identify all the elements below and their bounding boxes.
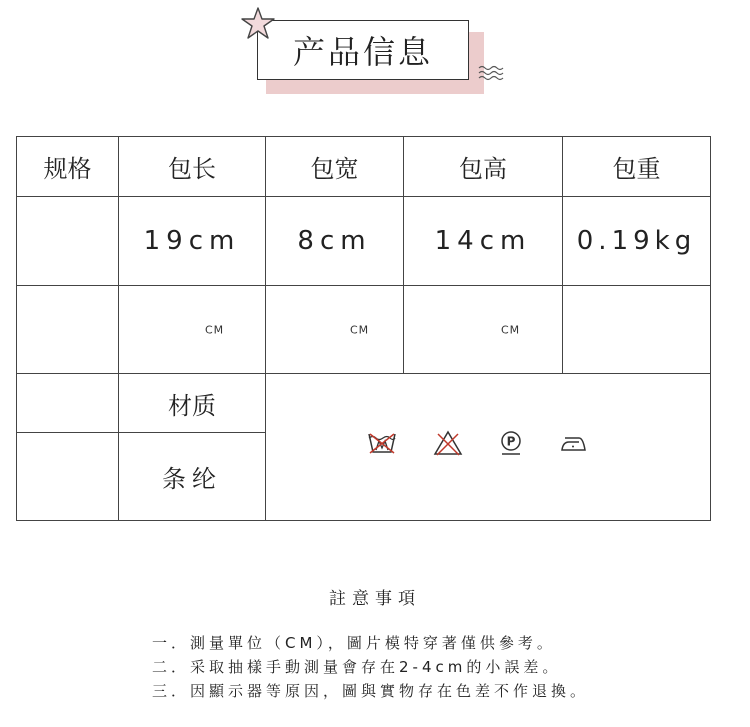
header-spec: 规格 [17,137,119,197]
header-weight: 包重 [563,137,711,197]
table-header-row [17,137,711,197]
material-value: 条纶 [119,433,266,521]
width-unit: CM [350,323,370,336]
note-line-1: 一．測量單位（CM），圖片模特穿著僅供參考。 [152,634,556,652]
care-symbols-cell [266,374,711,521]
material-label: 材质 [119,374,266,433]
header-length: 包长 [119,137,266,197]
iron-icon [559,430,589,456]
dry-clean-p-icon [499,430,523,456]
page-title: 产品信息 [257,20,469,80]
width-unit-cell [266,286,404,374]
svg-text:P: P [506,434,516,449]
header-height: 包高 [404,137,563,197]
table-values-row [17,197,711,286]
star-icon [240,6,276,42]
waves-icon [478,64,504,82]
note-line-3: 三．因顯示器等原因，圖與實物存在色差不作退換。 [152,682,590,700]
length-unit: CM [205,323,225,336]
weight-value: 0.19kg [563,197,711,286]
empty-cell [17,433,119,521]
height-value: 14cm [404,197,563,286]
table-material-row [17,374,711,433]
empty-cell [17,197,119,286]
notes-title: 註意事項 [329,589,421,609]
length-unit-cell [119,286,266,374]
empty-cell [17,374,119,433]
empty-cell [17,286,119,374]
height-unit: CM [501,323,521,336]
note-line-2: 二．采取抽樣手動測量會存在2-4cm的小誤差。 [152,658,562,676]
no-bleach-icon [433,430,463,456]
width-value: 8cm [266,197,404,286]
hand-wash-icon [367,430,397,456]
empty-cell [563,286,711,374]
header-width: 包宽 [266,137,404,197]
table-units-row [17,286,711,374]
length-value: 19cm [119,197,266,286]
height-unit-cell [404,286,563,374]
spec-table [16,136,711,521]
